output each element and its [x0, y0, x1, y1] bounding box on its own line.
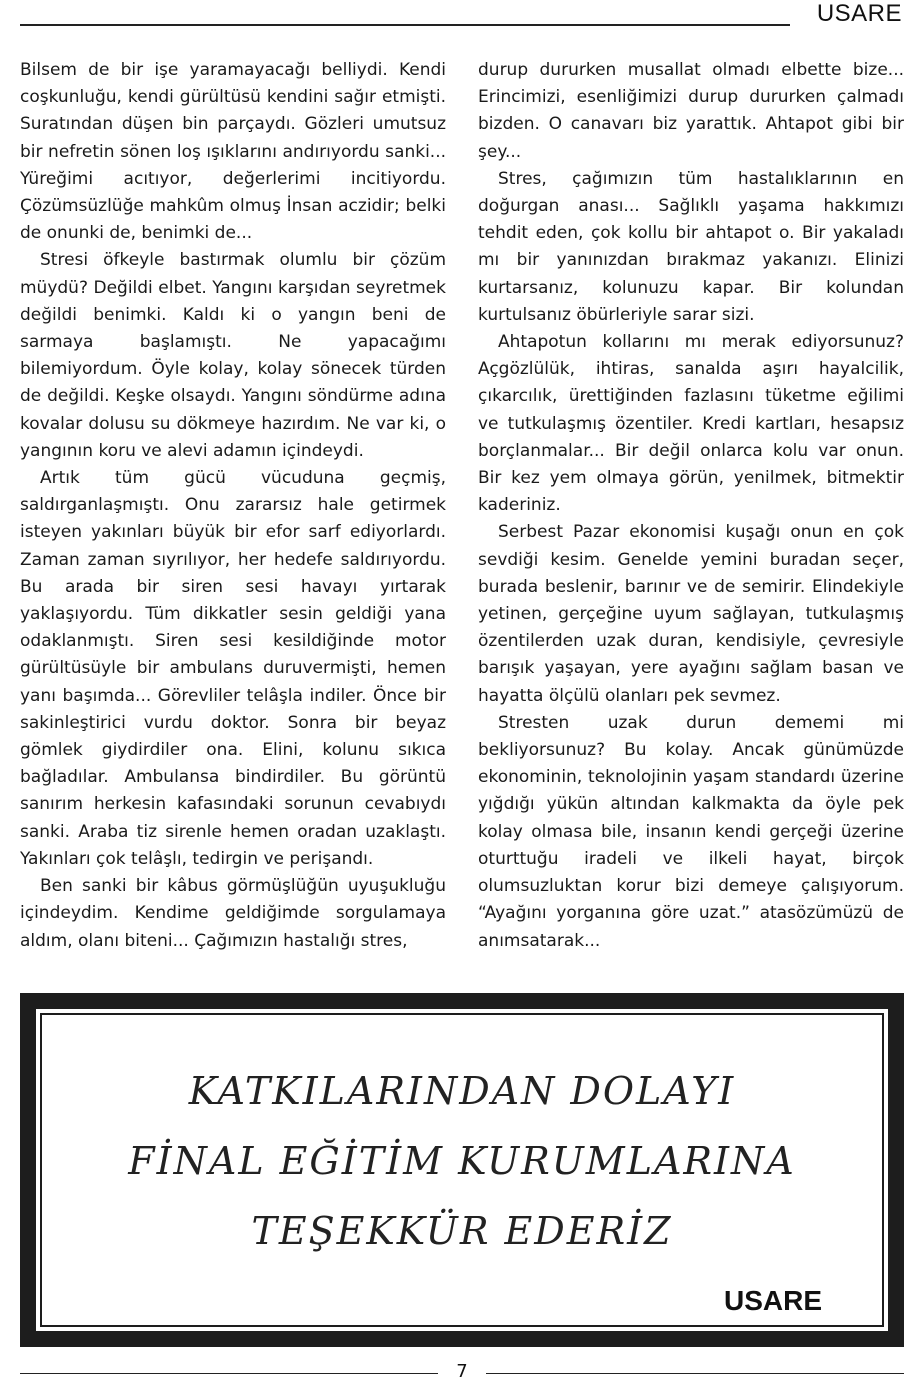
thanks-box: [20, 993, 904, 1347]
paragraph: Stresten uzak durun dememi mi bekliyorsunuz? Bu kolay. Ancak günümüzde ekonominin, teknolojinin yaşam standardı üzerine yığdığı yükün altından kalkmakta da öyle pek kolay olmasa bile, insanın kendi gerçeği üzerine oturttuğu iradeli ve ilkeli hayat, birçok olumsuzluktan korur bizi demeye çalışıyorum. “Ayağını yorganına göre uzat.” atasözümüzü de anımsatarak...: [478, 712, 904, 951]
thanks-box-inner-border: [40, 1013, 884, 1327]
thanks-line-1: KATKILARINDAN DOLAYI: [188, 1069, 736, 1113]
thanks-line-3: TEŞEKKÜR EDERİZ: [251, 1209, 673, 1253]
left-column: [20, 57, 446, 955]
paragraph: Ahtapotun kollarını mı merak ediyorsunuz? Açgözlülük, ihtiras, sanalda aşırı hayalcilik, çıkarcılık, ürettiğinden fazlasını tüketme eğilimi ve tutkulaşmış özentiler. Kredi kartları, hesapsız borçlanmalar... Bir değil onlarca kolu var onun. Bir kez yem olmaya görün, yenilmek, bitmektir kaderiniz.: [478, 332, 904, 516]
paragraph: Artık tüm gücü vücuduna geçmiş, saldırganlaşmıştı. Onu zararsız hale getirmek isteyen yakınları büyük bir efor sarf ediyorlardı. Zaman zaman sıyrılıyor, her hedefe saldırıyordu. Bu arada bir siren sesi havayı yırtarak yaklaşıyordu. Tüm dikkatler sesin geldiği yana odaklanmıştı. Siren sesi kesildiğinde motor gürültüsüyle bir ambulans duruvermişti, hemen yanı başımda... Görevliler telâşla indiler. Önce bir sakinleştirici vurdu doktor. Sonra bir beyaz gömlek giydirdiler ona. Elini, kolunu sıkıca bağladılar. Ambulansa bindirdiler. Bu görüntü sanırım herkesin kafasındaki sorunun cevabıydı sanki. Araba tiz sirenle hemen oradan uzaklaştı. Yakınları çok telâşlı, tedirgin ve perişandı.: [20, 468, 446, 869]
thanks-line-2: FİNAL EĞİTİM KURUMLARINA: [128, 1139, 796, 1183]
paragraph: Stres, çağımızın tüm hastalıklarının en doğurgan anası... Sağlıklı yaşama hakkımızı tehdit eden, çok kollu bir ahtapot o. Bir yakaladı mı bir yanınızdan bırakmaz yakanızı. Elinizi kurtarsanız, kolunuzu kapar. Bir kolundan kurtulsanız öbürleriyle sarar sizi.: [478, 168, 904, 325]
footer-rule-left: [20, 1373, 438, 1374]
paragraph: Bilsem de bir işe yaramayacağı belliydi. Kendi coşkunluğu, kendi gürültüsü kendini sağır etmişti. Suratından düşen bin parçaydı. Gözleri umutsuz bir nefretin sönen loş ışıklarını andırıyordu sanki... Yüreğimi acıtıyor, değerlerimi incitiyordu. Çözümsüzlüğe mahkûm olmuş İnsan aczidir; belki de onunki de, benimki de...: [20, 60, 446, 244]
paragraph: durup dururken musallat olmadı elbette bize... Erincimizi, esenliğimizi durup dururken çalmadı bizden. O canavarı biz yarattık. Ahtapot gibi bir şey...: [478, 60, 904, 162]
right-column: [478, 57, 904, 955]
footer-rule-right: [486, 1373, 904, 1374]
paragraph: Stresi öfkeyle bastırmak olumlu bir çözüm müydü? Değildi elbet. Yangını karşıdan seyretmek değildi benimki. Kaldı ki o yangın beni de sarmaya başlamıştı. Ne yapacağımı bilemiyordum. Öyle kolay, kolay sönecek türden de değildi. Keşke olsaydı. Yangını söndürme adına kovalar dolusu su dökmeye hazırdım. Ne var ki, o yangının koru ve alevi adamın içindeydi.: [20, 250, 446, 461]
thanks-signature: USARE: [723, 1285, 822, 1316]
header-title: USARE: [816, 0, 902, 27]
paragraph: Serbest Pazar ekonomisi kuşağı onun en çok sevdiği kesim. Genelde yemini buradan seçer, burada beslenir, barınır ve de semirir. Elindekiyle yetinen, gerçeğine uyum sağlayan, tutkulaşmış özentilerden uzak duran, kendisiyle, çevresiyle barışık yaşayan, yere ayağını sağlam basan ve hayatta ölçülü olanları pek sevmez.: [478, 522, 904, 706]
paragraph: Ben sanki bir kâbus görmüşlüğün uyuşukluğu içindeydim. Kendime geldiğimde sorgulamaya aldım, olanı biteni... Çağımızın hastalığı stres,: [20, 876, 446, 951]
header-rule: [20, 24, 790, 26]
page-number: 7: [456, 1361, 468, 1382]
